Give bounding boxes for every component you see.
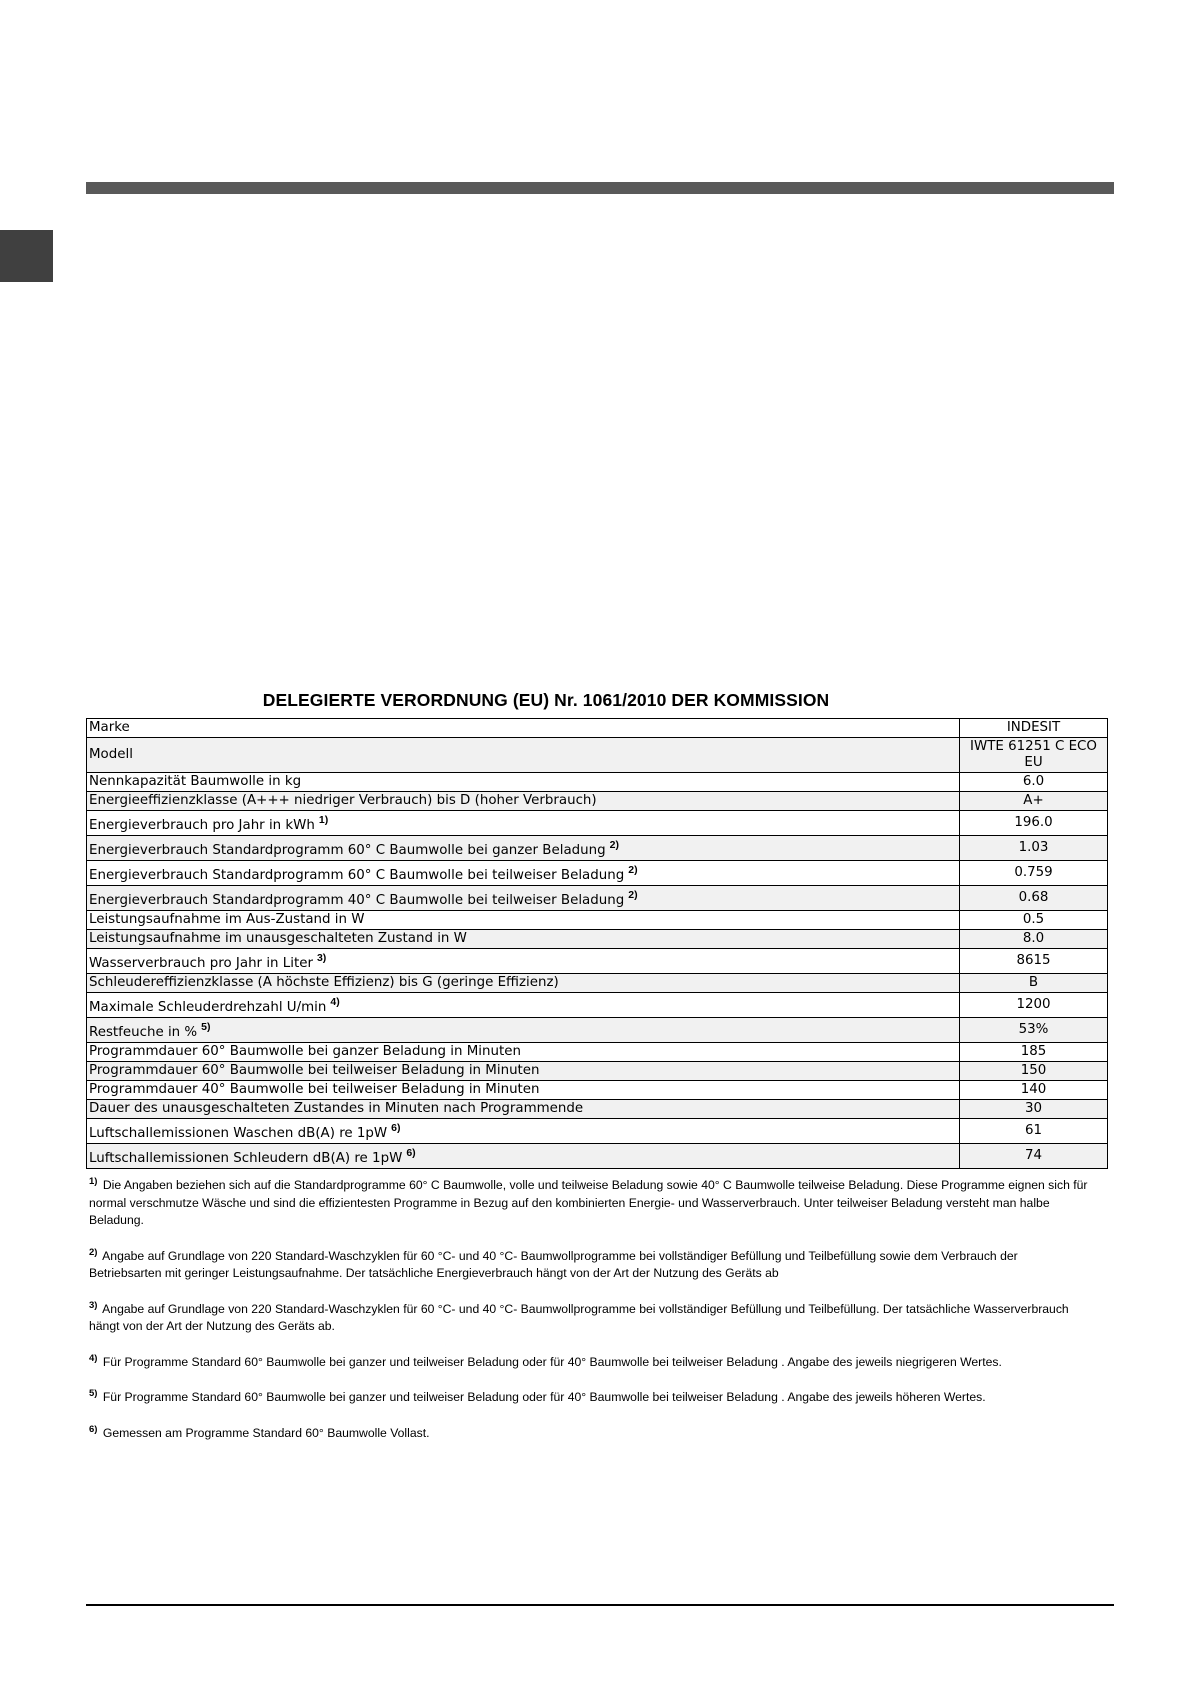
footnote <box>89 1385 1089 1407</box>
row-value: 1200 <box>960 993 1108 1018</box>
footnote-ref: 6) <box>406 1147 416 1159</box>
header-bar <box>86 182 1114 194</box>
table-row <box>87 1119 1108 1144</box>
row-label: Wasserverbrauch pro Jahr in Liter $^{3)}$ <box>87 949 960 974</box>
row-value: 30 <box>960 1100 1108 1119</box>
row-value: 0.68 <box>960 886 1108 911</box>
row-label: Leistungsaufnahme im unausgeschalteten Zustand in W <box>87 930 960 949</box>
table-row <box>87 738 1108 773</box>
footnote-text: Die Angaben beziehen sich auf die Standardprogramme 60° C Baumwolle, volle und teilweise Beladung sowie 40° C Baumwolle teilweise Beladung. Diese Programme eignen sich für normal verschmutze Wäsche und sind die effizientesten Programme in Bezug auf den kombinierten Energie- und Wasserverbrauch. Unter teilweiser Beladung versteht man halbe Beladung. <box>89 1178 1088 1227</box>
row-label: Dauer des unausgeschalteten Zustandes in Minuten nach Programmende <box>87 1100 960 1119</box>
row-label: Energieverbrauch Standardprogramm 40° C Baumwolle bei teilweiser Beladung $^{2)}$ <box>87 886 960 911</box>
table-row <box>87 1100 1108 1119</box>
row-label: Energieverbrauch Standardprogramm 60° C Baumwolle bei ganzer Beladung $^{2)}$ <box>87 836 960 861</box>
row-label: Leistungsaufnahme im Aus-Zustand in W <box>87 911 960 930</box>
row-value: 196.0 <box>960 811 1108 836</box>
row-label: Marke <box>87 719 960 738</box>
row-label: Programmdauer 40° Baumwolle bei teilweiser Beladung in Minuten <box>87 1081 960 1100</box>
row-value: 8615 <box>960 949 1108 974</box>
row-label: Nennkapazität Baumwolle in kg <box>87 773 960 792</box>
footnote-ref: 2) <box>628 864 638 876</box>
row-value: 61 <box>960 1119 1108 1144</box>
row-label: Modell <box>87 738 960 773</box>
table-row <box>87 1144 1108 1169</box>
footnote-mark: 1) <box>89 1176 98 1187</box>
table-row <box>87 811 1108 836</box>
row-label: Energieeffizienzklasse (A+++ niedriger Verbrauch) bis D (hoher Verbrauch) <box>87 792 960 811</box>
footnote-ref: 5) <box>201 1021 211 1033</box>
language-tab-marker <box>0 230 53 282</box>
row-value: B <box>960 974 1108 993</box>
footnote <box>89 1244 1089 1283</box>
footnote-text: Für Programme Standard 60° Baumwolle bei ganzer und teilweiser Beladung oder für 40° Baumwolle bei teilweiser Beladung . Angabe des jeweils niegrigeren Wertes. <box>102 1354 1002 1369</box>
row-label: Luftschallemissionen Schleudern dB(A) re 1pW $^{6)}$ <box>87 1144 960 1169</box>
row-label: Restfeuche in % $^{5)}$ <box>87 1018 960 1043</box>
footnote-ref: 4) <box>330 996 340 1008</box>
row-value: 0.5 <box>960 911 1108 930</box>
footnote-ref: 2) <box>628 889 638 901</box>
row-label: Programmdauer 60° Baumwolle bei teilweiser Beladung in Minuten <box>87 1062 960 1081</box>
table-row <box>87 930 1108 949</box>
table-row <box>87 974 1108 993</box>
table-row <box>87 911 1108 930</box>
footnote-text: Angabe auf Grundlage von 220 Standard-Waschzyklen für 60 °C- und 40 °C- Baumwollprogramme bei vollständiger Befüllung und Teilbefüllung sowie dem Verbrauch der Betriebsarten mit geringer Leistungsaufnahme. Der tatsächliche Energieverbrauch hängt von der Art der Nutzung des Geräts ab <box>89 1248 1018 1280</box>
footnote <box>89 1350 1089 1372</box>
row-label: Luftschallemissionen Waschen dB(A) re 1pW $^{6)}$ <box>87 1119 960 1144</box>
row-value: 150 <box>960 1062 1108 1081</box>
row-value: 140 <box>960 1081 1108 1100</box>
footnote-mark: 6) <box>89 1423 98 1435</box>
row-label: Programmdauer 60° Baumwolle bei ganzer Beladung in Minuten <box>87 1043 960 1062</box>
footnote-text: Angabe auf Grundlage von 220 Standard-Waschzyklen für 60 °C- und 40 °C- Baumwollprogramme bei vollständiger Befüllung und Teilbefüllung. Der tatsächliche Wasserverbrauch hängt von der Art der Nutzung des Geräts ab. <box>89 1301 1069 1333</box>
table-row <box>87 993 1108 1018</box>
row-value: 1.03 <box>960 836 1108 861</box>
row-value: 53% <box>960 1018 1108 1043</box>
footnote-mark: 4) <box>89 1352 98 1364</box>
regulation-title: DELEGIERTE VERORDNUNG (EU) Nr. 1061/2010 DER KOMMISSION <box>262 690 830 710</box>
table-row <box>87 1018 1108 1043</box>
footnote <box>89 1297 1089 1336</box>
table-row <box>87 1062 1108 1081</box>
footnote-ref: 3) <box>316 952 327 964</box>
table-row <box>87 861 1108 886</box>
footnote-mark: 3) <box>89 1299 98 1311</box>
footnote <box>89 1173 1089 1230</box>
row-value: A+ <box>960 792 1108 811</box>
footnote-ref: 2) <box>609 839 619 851</box>
row-value: IWTE 61251 C ECO EU <box>960 738 1108 773</box>
table-row <box>87 792 1108 811</box>
row-label: Maximale Schleuderdrehzahl U/min $^{4)}$ <box>87 993 960 1018</box>
footnote-ref: 1) <box>318 814 329 826</box>
row-label: Energieverbrauch pro Jahr in kWh $^{1)}$ <box>87 811 960 836</box>
footnote-mark: 5) <box>89 1388 98 1399</box>
table-row <box>87 1081 1108 1100</box>
row-label: Energieverbrauch Standardprogramm 60° C Baumwolle bei teilweiser Beladung $^{2)}$ <box>87 861 960 886</box>
row-value: 185 <box>960 1043 1108 1062</box>
footnote-text: Gemessen am Programme Standard 60° Baumwolle Vollast. <box>102 1425 430 1440</box>
footer-rule <box>86 1604 1114 1606</box>
table-row <box>87 1043 1108 1062</box>
row-value: 74 <box>960 1144 1108 1169</box>
footnote-text: Für Programme Standard 60° Baumwolle bei ganzer und teilweiser Beladung oder für 40° Baumwolle bei teilweiser Beladung . Angabe des jeweils höheren Wertes. <box>102 1390 986 1404</box>
table-row <box>87 719 1108 738</box>
spec-table <box>86 718 1108 1169</box>
row-value: 8.0 <box>960 930 1108 949</box>
footnote-mark: 2) <box>89 1246 98 1258</box>
footnote-ref: 6) <box>391 1122 401 1134</box>
table-row <box>87 949 1108 974</box>
row-label: Schleudereffizienzklasse (A höchste Effizienz) bis G (geringe Effizienz) <box>87 974 960 993</box>
table-row <box>87 836 1108 861</box>
row-value: 0.759 <box>960 861 1108 886</box>
row-value: 6.0 <box>960 773 1108 792</box>
table-row <box>87 773 1108 792</box>
footnotes <box>89 1173 1089 1456</box>
row-value: INDESIT <box>960 719 1108 738</box>
footnote <box>89 1421 1089 1443</box>
table-row <box>87 886 1108 911</box>
